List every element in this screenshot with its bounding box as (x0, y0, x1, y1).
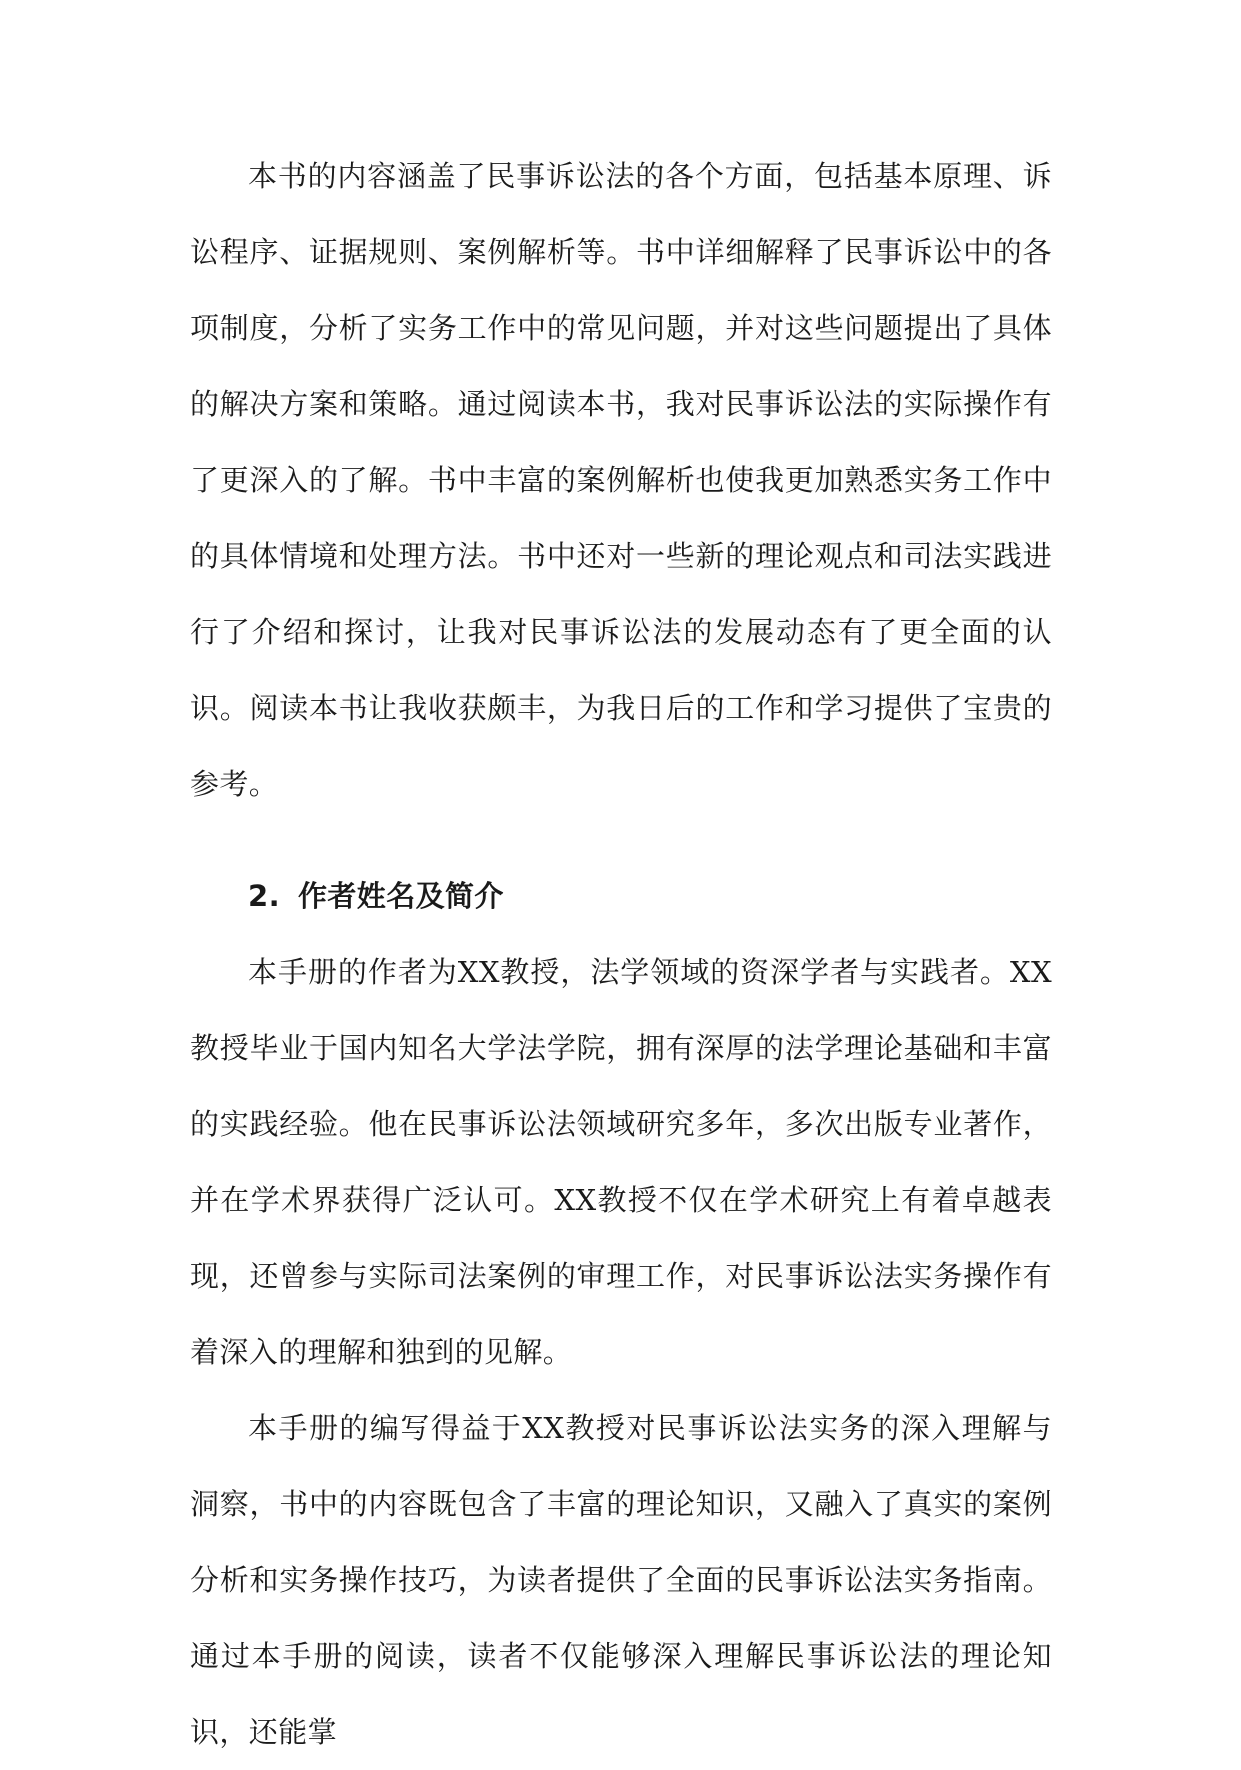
paragraph-author-intro: 本手册的作者为XX教授，法学领域的资深学者与实践者。XX教授毕业于国内知名大学法学院，拥有深厚的法学理论基础和丰富的实践经验。他在民事诉讼法领域研究多年，多次出版专业著作，并在学术界获得广泛认可。XX教授不仅在学术研究上有着卓越表现，还曾参与实际司法案例的审理工作，对民事诉讼法实务操作有着深入的理解和独到的见解。 (190, 955, 1052, 1369)
paragraph-book-content: 本书的内容涵盖了民事诉讼法的各个方面，包括基本原理、诉讼程序、证据规则、案例解析等。书中详细解释了民事诉讼中的各项制度，分析了实务工作中的常见问题，并对这些问题提出了具体的解决方案和策略。通过阅读本书，我对民事诉讼法的实际操作有了更深入的了解。书中丰富的案例解析也使我更加熟悉实务工作中的具体情境和处理方法。书中还对一些新的理论观点和司法实践进行了介绍和探讨，让我对民事诉讼法的发展动态有了更全面的认识。阅读本书让我收获颇丰，为我日后的工作和学习提供了宝贵的参考。 (190, 159, 1052, 801)
paragraph-author-contribution: 本手册的编写得益于XX教授对民事诉讼法实务的深入理解与洞察，书中的内容既包含了丰富的理论知识，又融入了真实的案例分析和实务操作技巧，为读者提供了全面的民事诉讼法实务指南。通过本手册的阅读，读者不仅能够深入理解民事诉讼法的理论知识，还能掌 (190, 1411, 1052, 1749)
section-number: 2. (248, 879, 280, 913)
document-body (190, 138, 1052, 1770)
section-title: 作者姓名及简介 (298, 879, 504, 913)
section-heading (190, 858, 1052, 934)
